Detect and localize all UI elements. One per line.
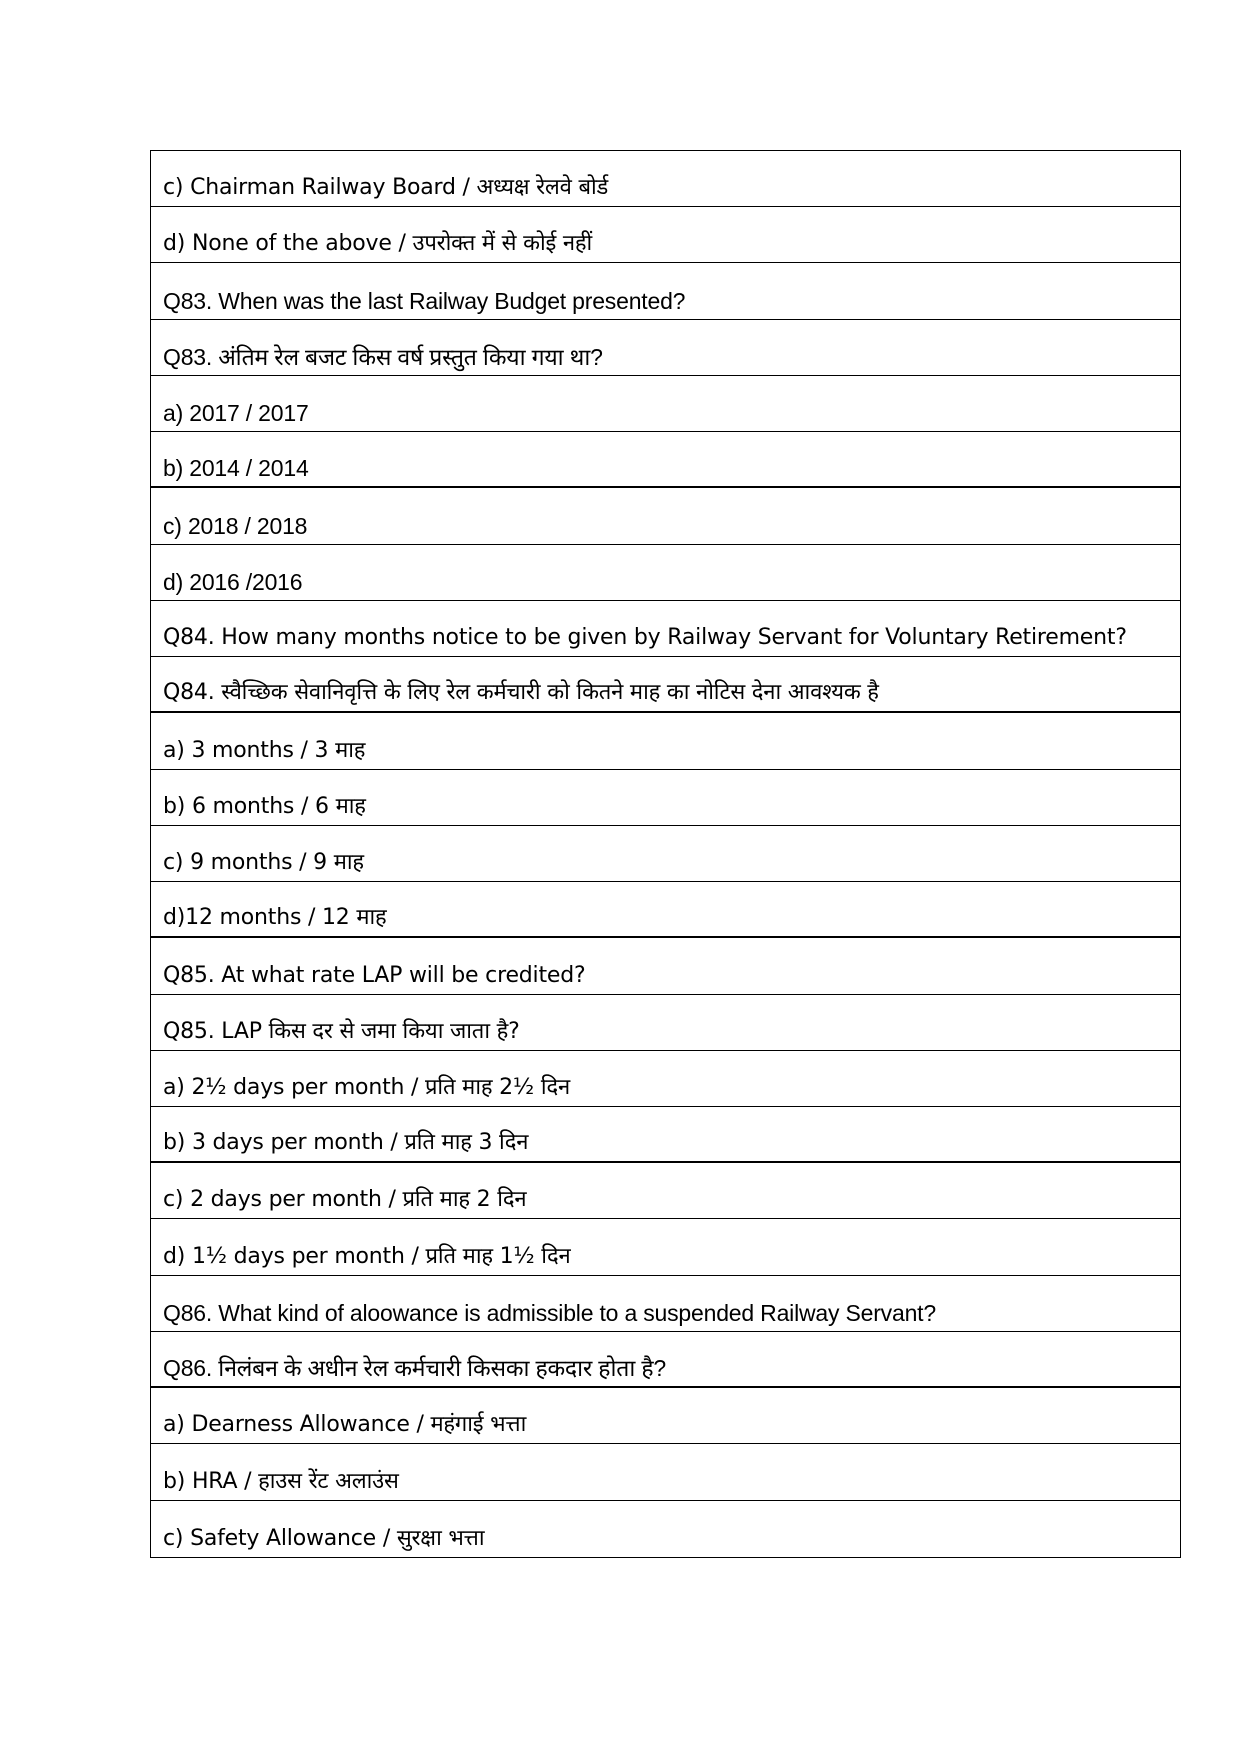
option-row (151, 826, 1180, 882)
question-row-hi (151, 657, 1180, 713)
question-text: Q86. निलंबन के अधीन रेल कर्मचारी किसका हकदार होता है? (163, 1355, 666, 1382)
question-row-en (151, 601, 1180, 657)
option-row (151, 545, 1180, 601)
option-text: a) 2½ days per month / प्रति माह 2½ दिन (163, 1074, 571, 1100)
option-row (151, 1219, 1180, 1275)
option-row (151, 207, 1180, 263)
option-text: c) Chairman Railway Board / अध्यक्ष रेलवे बोर्ड (163, 175, 609, 201)
option-row (151, 770, 1180, 826)
option-text: c) Safety Allowance / सुरक्षा भत्ता (163, 1525, 485, 1551)
question-row-hi (151, 1332, 1180, 1388)
question-row-en (151, 1276, 1180, 1332)
option-row (151, 1444, 1180, 1500)
question-text: Q86. What kind of aloowance is admissible to a suspended Railway Servant? (163, 1299, 936, 1326)
option-row (151, 1501, 1180, 1557)
option-row (151, 488, 1180, 544)
option-text: a) 2017 / 2017 (163, 400, 309, 427)
option-text: d) None of the above / उपरोक्त में से कोई नहीं (163, 231, 593, 257)
option-text: d)12 months / 12 माह (163, 905, 387, 931)
option-text: c) 9 months / 9 माह (163, 850, 364, 876)
option-text: b) 3 days per month / प्रति माह 3 दिन (163, 1130, 529, 1156)
option-text: c) 2 days per month / प्रति माह 2 दिन (163, 1187, 527, 1213)
option-text: a) 3 months / 3 माह (163, 737, 366, 763)
question-text: Q84. स्वैच्छिक सेवानिवृत्ति के लिए रेल कर्मचारी को कितने माह का नोटिस देना आवश्यक है (163, 680, 879, 706)
option-text: b) HRA / हाउस रेंट अलाउंस (163, 1468, 399, 1494)
question-row-en (151, 938, 1180, 994)
option-text: b) 2014 / 2014 (163, 455, 309, 482)
option-text: b) 6 months / 6 माह (163, 793, 366, 819)
option-row (151, 1388, 1180, 1444)
option-row (151, 1051, 1180, 1107)
option-text: c) 2018 / 2018 (163, 512, 308, 539)
question-text: Q85. At what rate LAP will be credited? (163, 962, 586, 988)
question-answer-table (150, 150, 1181, 1558)
option-row (151, 713, 1180, 769)
question-row-hi (151, 995, 1180, 1051)
option-row (151, 1163, 1180, 1219)
question-text: Q83. When was the last Railway Budget presented? (163, 287, 686, 314)
option-row (151, 1107, 1180, 1163)
option-row (151, 882, 1180, 938)
option-text: d) 2016 /2016 (163, 568, 303, 595)
question-text: Q85. LAP किस दर से जमा किया जाता है? (163, 1018, 520, 1044)
question-row-hi (151, 320, 1180, 376)
option-row (151, 376, 1180, 432)
question-text: Q84. How many months notice to be given by Railway Servant for Voluntary Retirement? (163, 625, 1127, 651)
question-text: Q83. अंतिम रेल बजट किस वर्ष प्रस्तुत किया गया था? (163, 343, 603, 370)
option-row (151, 151, 1180, 207)
option-text: a) Dearness Allowance / महंगाई भत्ता (163, 1412, 527, 1438)
option-row (151, 432, 1180, 488)
option-text: d) 1½ days per month / प्रति माह 1½ दिन (163, 1243, 571, 1269)
question-row-en (151, 263, 1180, 319)
